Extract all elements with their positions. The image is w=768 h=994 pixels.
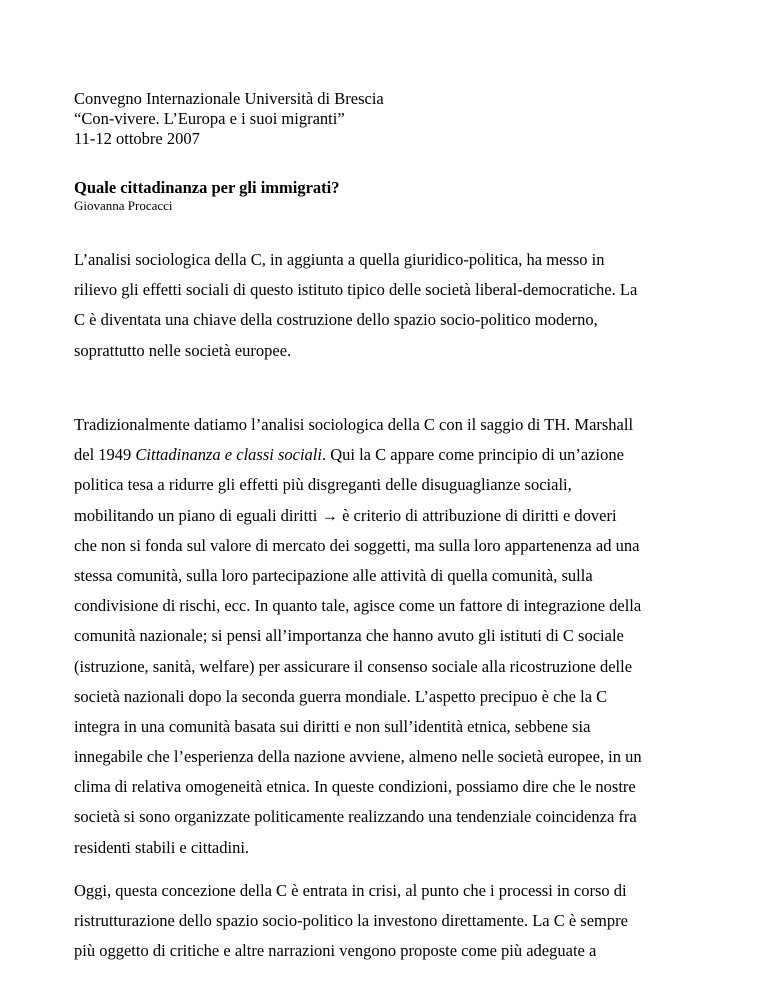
text-span: è criterio di attribuzione di diritti e doveri (337, 505, 617, 525)
paragraph-line: società nazionali dopo la seconda guerra mondiale. L’aspetto precipuo è che la C (74, 686, 608, 706)
document-author: Giovanna Procacci (74, 198, 173, 213)
conference-dates: 11-12 ottobre 2007 (74, 129, 200, 148)
paragraph-line: Tradizionalmente datiamo l’analisi sociologica della C con il saggio di TH. Marshall (74, 415, 634, 434)
paragraph-line: condivisione di rischi, ecc. In quanto tale, agisce come un fattore di integrazione della (74, 596, 642, 616)
paragraph-line: residenti stabili e cittadini. (74, 837, 250, 857)
conference-subtitle: “Con-vivere. L’Europa e i suoi migranti” (74, 109, 345, 128)
text-span: del 1949 (74, 445, 136, 465)
paragraph-line: comunità nazionale; si pensi all’importanza che hanno avuto gli istituti di C sociale (74, 626, 624, 646)
paragraph-line: innegabile che l’esperienza della nazione avviene, almeno nelle società europee, in un (74, 747, 642, 767)
paragraph-line: più oggetto di critiche e altre narrazioni vengono proposte come più adeguate a (74, 941, 597, 961)
paragraph-line (74, 501, 714, 531)
right-arrow-icon: → (321, 505, 338, 525)
paragraph-line: (istruzione, sanità, welfare) per assicurare il consenso sociale alla ricostruzione delle (74, 656, 633, 676)
book-title: Cittadinanza e classi sociali (135, 445, 322, 465)
paragraph-line: stessa comunità, sulla loro partecipazione alle attività di quella comunità, sulla (74, 565, 593, 585)
document-title: Quale cittadinanza per gli immigrati? (74, 178, 340, 197)
paragraph-line: clima di relativa omogeneità etnica. In queste condizioni, possiamo dire che le nostre (74, 777, 636, 797)
paragraph-line: soprattutto nelle società europee. (74, 340, 292, 360)
paragraph-3 (74, 876, 714, 967)
paragraph-line: politica tesa a ridurre gli effetti più disgreganti delle disuguaglianze sociali, (74, 475, 572, 495)
paragraph-line: L’analisi sociologica della C, in aggiunta a quella giuridico-politica, ha messo in (74, 250, 605, 269)
paragraph-line: società si sono organizzate politicamente realizzando una tendenziale coincidenza fra (74, 807, 637, 827)
paragraph-line: rilievo gli effetti sociali di questo istituto tipico delle società liberal-democratiche. La (74, 280, 638, 300)
conference-name: Convegno Internazionale Università di Brescia (74, 89, 384, 108)
paragraph-line: integra in una comunità basata sui diritti e non sull’identità etnica, sebbene sia (74, 716, 591, 736)
conference-header (74, 89, 384, 149)
paragraph-line: ristrutturazione dello spazio socio-politico la investono direttamente. La C è sempre (74, 911, 628, 931)
paragraph-1 (74, 245, 714, 366)
paragraph-line: Oggi, questa concezione della C è entrata in crisi, al punto che i processi in corso di (74, 881, 627, 900)
text-span: mobilitando un piano di eguali diritti (74, 505, 322, 525)
paragraph-line (74, 440, 714, 470)
text-span: . Qui la C appare come principio di un’azione (321, 445, 624, 465)
title-block (74, 178, 340, 214)
paragraph-line: che non si fonda sul valore di mercato dei soggetti, ma sulla loro appartenenza ad una (74, 535, 640, 555)
paragraph-2 (74, 410, 714, 863)
paragraph-line: C è diventata una chiave della costruzione dello spazio socio-politico moderno, (74, 310, 598, 330)
